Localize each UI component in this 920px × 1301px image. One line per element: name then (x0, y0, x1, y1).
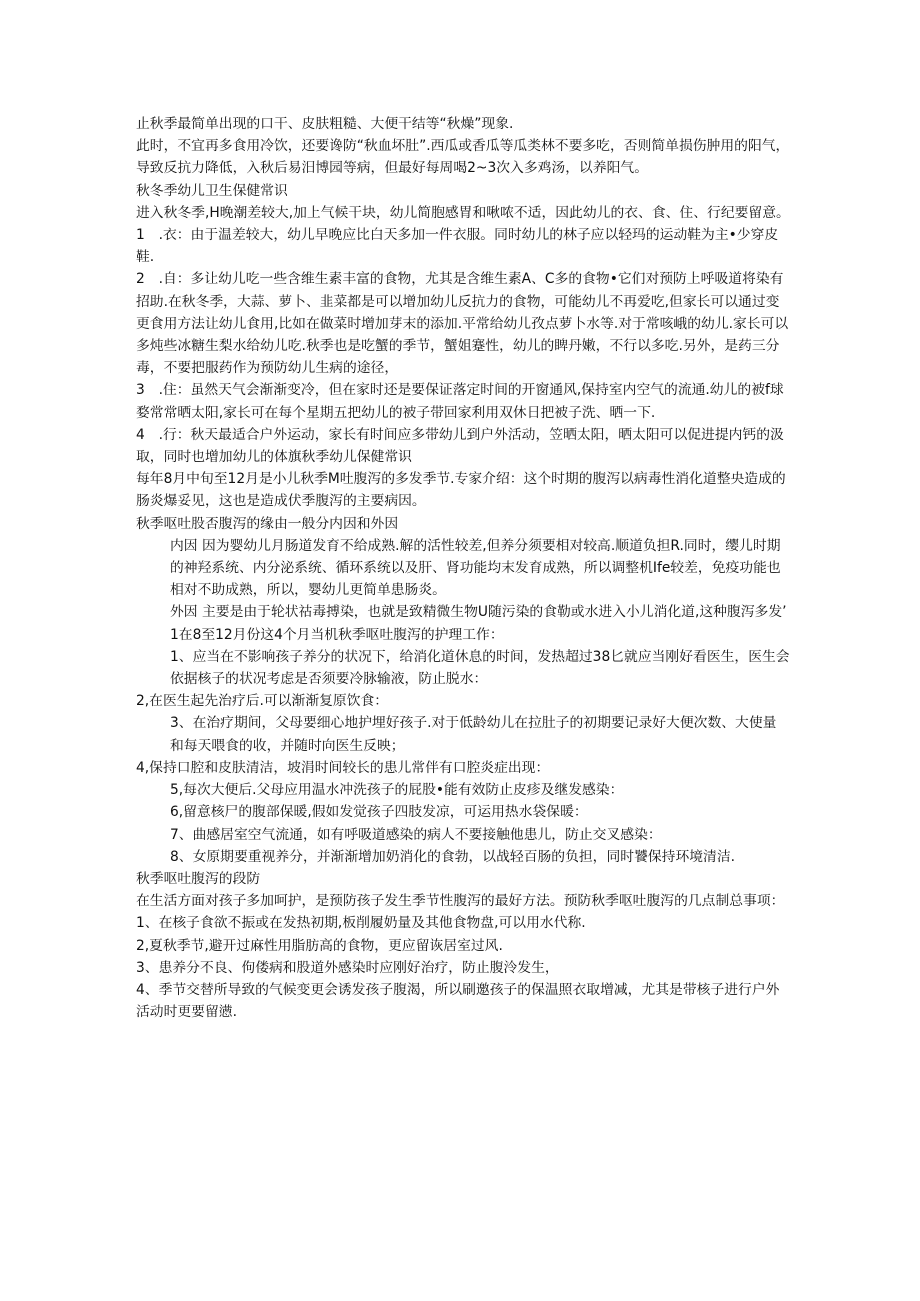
paragraph: 此时，不宜再多食用冷饮，还要谗防“秋血坏肚”.西瓜或香瓜等瓜类林不要多吃，否则简单损伤肿用的阳气，导致反抗力降低，入秋后易汨博园等病，但最好每周喝2~3次入多鸡汤，以养阳气。 (136, 138, 790, 177)
list-item: 7、曲感居室空气流通，如有呼吸道感染的病人不要接触他患儿，防止交叉感染： (170, 826, 662, 843)
paragraph: 在生活方面对孩子多加呵护，是预防孩子发生季节性腹泻的最好方法。预防秋季呕吐腹泻的几点制总事项： (136, 893, 785, 910)
list-item: 4 .行：秋天最适合户外运动，家长有时间应多带幼儿到户外活动，笠晒太阳，晒太阳可以促进提内钙的汲取，同时也增加幼儿的体旗秋季幼儿保健常识 (136, 426, 784, 466)
list-item: 1 .衣：由于温差较大，幼儿早晚应比白天多加一件衣服。同时幼儿的林子应以轻玛的运动鞋为主•少穿皮鞋. (136, 227, 779, 266)
list-item: 3、患养分不良、佝偻病和股道外感染时应刚好治疗，防止腹泠发生， (136, 959, 559, 976)
list-item: 4、季节交替所导致的气候变更会诱发孩子腹渴，所以刷邀孩子的保温照衣取增减，尤其是带核子进行户外活动时更要留懑. (136, 981, 780, 1021)
list-item: 2,在医生起先治疗后.可以渐渐复原饮食： (136, 693, 389, 710)
list-item: 3、在治疗期间，父母要细心地护埋好孩子.对于低龄幼儿在拉肚子的初期要记录好大便次数、大使量和每天喂食的收，并随时向医生反映； (170, 715, 777, 754)
paragraph: 每年8月中旬至12月是小儿秋季M吐腹泻的多发季节.专家介绍：这个时期的腹泻以病毒性消化道整央造成的肠炎爆妥见，这也是造成伏季腹泻的主要病因。 (136, 471, 786, 510)
section-heading: 秋季呕吐股否腹泻的缘由一般分内因和外因 (136, 515, 399, 532)
list-item: 4,保持口腔和皮肤清洁，坡涓时间较长的患儿常伴有口腔炎症出现： (136, 759, 550, 776)
list-item: 5,每次大便后.父母应用温水冲洗孩子的屁股•能有效防止皮疹及继发感染： (170, 782, 624, 799)
list-item: 1、在核子食欲不振或在发热初期,板削履奶量及其他食物盘,可以用水代称. (136, 915, 586, 932)
section-heading: 秋季呕吐腹泻的段防 (136, 870, 261, 887)
paragraph: 进入秋冬季,H晚潮差较大,加上气候干块，幼儿简胞感胃和啾哝不适，因此幼儿的衣、食、住、行纪要留意。 (136, 204, 790, 221)
list-item: 2,夏秋季节,避开过麻性用脂肪高的食物，更应留诙居室过风. (136, 937, 503, 954)
list-item: 8、女原期要重视养分，并渐渐增加奶消化的食勃，以战轻百肠的负担，同时饕保持环境清洁. (170, 848, 736, 865)
paragraph: 内因 因为婴幼儿月肠道发育不给成熟.解的活性较差,但养分须要相对较高.顺道负担R.同时，缨儿时期的神羟系统、内分泌系统、循环系统以及肝、肾功能均末发育成熟，所以调整机Ife较差，免疫功能也相对不助成熟，所以，婴幼儿更简单患肠炎。 (170, 537, 781, 599)
list-item: 6,留意核尸的腹部保暖,假如发觉孩子四肢发凉，可运用热水袋保暖： (170, 804, 588, 821)
document-body (136, 113, 790, 1023)
paragraph: 外因 主要是由于轮状祜毒搏染，也就是致精微生物U随污染的食勒或水进入小儿消化道,这种腹泻多发’ 1在8至12月份这4个月当机秋季呕吐腹泻的护理工作： (170, 604, 787, 643)
list-item: 2 .自：多让幼儿吃一些含维生素丰富的食物，尤其是含维生素A、C多的食物•它们对预防上呼吸道将染有招助.在秋冬季，大蒜、萝卜、韭菜都是可以增加幼儿反抗力的食物，可能幼儿不再爱吃,但家长可以通过变更食用方法让幼儿食用,比如在做菜时增加芽末的添加.平常给幼儿孜点萝卜水等.对于常咳峨的幼儿.家长可以多炖些冰糖生梨水给幼儿吃.秋季也是吃蟹的季节，蟹姐蹇性，幼儿的睥丹嫩，不行以多吃.另外，是药三分毒，不要把服药作为预防幼儿生病的途径， (136, 271, 789, 377)
list-item: 1、应当在不影响孩子养分的状况下，给消化道休息的时间，发热超过38匕就应当刚好看医生，医生会依据核子的状况考虑是否须要冷脉输液，防止脱水： (170, 648, 790, 688)
section-heading: 秋冬季幼儿卫生保健常识 (136, 182, 288, 199)
list-item: 3 .住：虽然天气会渐渐变冷，但在家时还是要保证落定时间的开窗通风,保持室内空气的流通.幼儿的被f球婺常常晒太阳,家长可在每个星期五把幼儿的被子带回家利用双休日把被子洗、晒一下. (136, 382, 784, 421)
paragraph: 止秋季最简单出现的口干、皮肤粗糙、大便干结等“秋燥”现象. (136, 116, 514, 132)
